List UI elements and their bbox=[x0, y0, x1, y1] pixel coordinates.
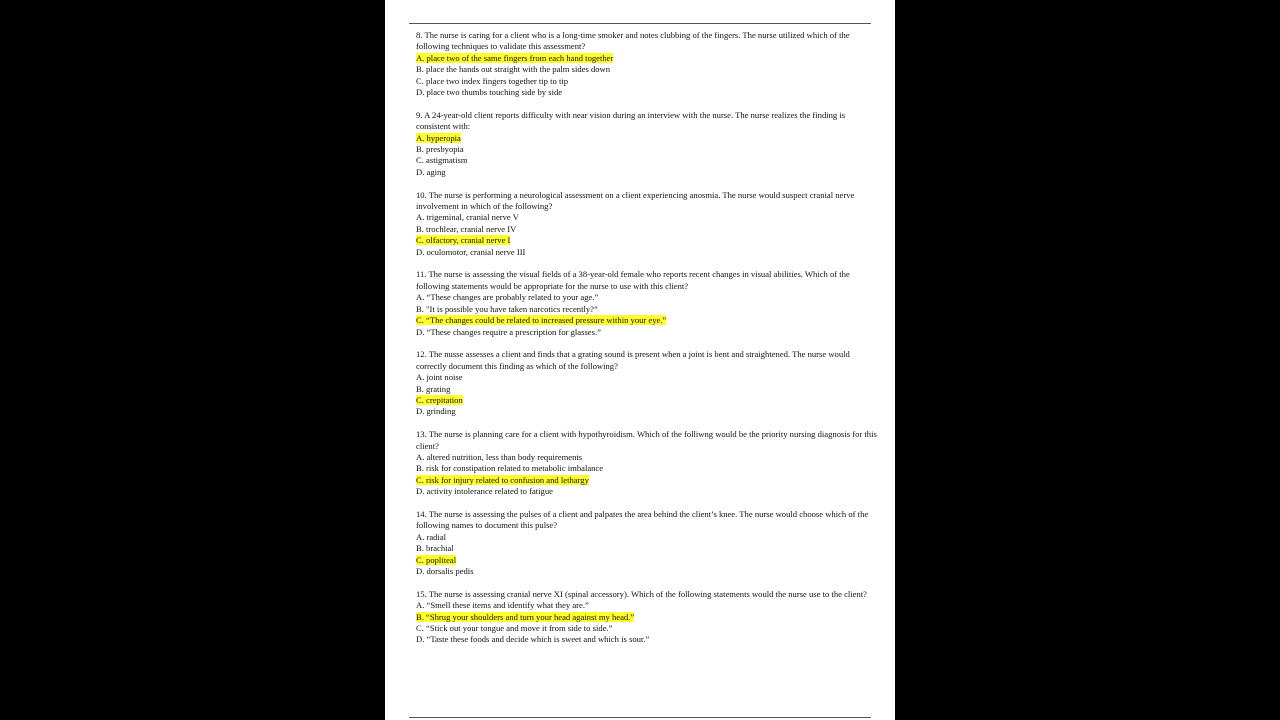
answer-option bbox=[416, 372, 880, 383]
answer-option bbox=[416, 87, 880, 98]
highlighted-answer: A. hyperopia bbox=[416, 132, 461, 143]
answer-option bbox=[416, 167, 880, 178]
option-text: D. place two thumbs touching side by side bbox=[416, 87, 563, 98]
highlighted-answer: C. “The changes could be related to increased pressure within your eye.” bbox=[416, 315, 667, 326]
highlighted-answer: B. “Shrug your shoulders and turn your head against my head.” bbox=[416, 611, 635, 622]
question-number: 9. bbox=[416, 109, 423, 120]
question-list bbox=[416, 30, 880, 657]
answer-option bbox=[416, 600, 880, 611]
question-14 bbox=[416, 509, 880, 577]
answer-option bbox=[416, 555, 880, 566]
question-10 bbox=[416, 190, 880, 258]
option-text: B. grating bbox=[416, 383, 451, 394]
option-text: C. astigmatism bbox=[416, 155, 468, 166]
highlighted-answer: C. risk for injury related to confusion and lethargy bbox=[416, 474, 589, 485]
question-number: 13. bbox=[416, 429, 427, 440]
answer-option bbox=[416, 224, 880, 235]
question-number: 12. bbox=[416, 349, 427, 360]
answer-option bbox=[416, 452, 880, 463]
option-text: C. “Stick out your tongue and move it from side to side.” bbox=[416, 623, 613, 634]
answer-option bbox=[416, 292, 880, 303]
answer-option bbox=[416, 212, 880, 223]
top-rule bbox=[409, 23, 871, 24]
option-text: C. place two index fingers together tip to tip bbox=[416, 75, 569, 86]
option-text: D. oculomotor, cranial nerve III bbox=[416, 246, 526, 257]
question-stem bbox=[416, 429, 880, 452]
answer-option bbox=[416, 623, 880, 634]
option-text: A. trigeminal, cranial nerve V bbox=[416, 212, 519, 223]
answer-option bbox=[416, 133, 880, 144]
answer-option bbox=[416, 53, 880, 64]
bottom-rule bbox=[409, 717, 871, 718]
option-text: A. altered nutrition, less than body requirements bbox=[416, 451, 583, 462]
answer-option bbox=[416, 486, 880, 497]
answer-option bbox=[416, 532, 880, 543]
question-12 bbox=[416, 349, 880, 417]
answer-option bbox=[416, 235, 880, 246]
question-stem bbox=[416, 110, 880, 133]
option-text: B. brachial bbox=[416, 543, 454, 554]
answer-option bbox=[416, 395, 880, 406]
document-page bbox=[385, 0, 895, 720]
question-number: 14. bbox=[416, 508, 427, 519]
answer-option bbox=[416, 566, 880, 577]
question-text: The nurse is planning care for a client with hypothyroidism. Which of the folliwng would be the priority nursing diagnosis for this client? bbox=[416, 429, 877, 451]
answer-option bbox=[416, 76, 880, 87]
answer-option bbox=[416, 247, 880, 258]
option-text: D. activity intolerance related to fatigue bbox=[416, 486, 553, 497]
question-number: 11. bbox=[416, 269, 427, 280]
question-13 bbox=[416, 429, 880, 497]
answer-option bbox=[416, 634, 880, 645]
option-text: B. place the hands out straight with the palm sides down bbox=[416, 64, 611, 75]
answer-option bbox=[416, 384, 880, 395]
question-stem bbox=[416, 30, 880, 53]
highlighted-answer: C. popliteal bbox=[416, 554, 457, 565]
answer-option bbox=[416, 64, 880, 75]
question-text: The nurse is performing a neurological assessment on a client experiencing anosmia. The nurse would suspect cranial nerve involvement in which of the following? bbox=[416, 189, 855, 212]
question-15 bbox=[416, 589, 880, 646]
answer-option bbox=[416, 463, 880, 474]
answer-option bbox=[416, 304, 880, 315]
highlighted-answer: C. olfactory, cranial nerve I bbox=[416, 235, 511, 246]
option-text: B. risk for constipation related to metabolic imbalance bbox=[416, 463, 604, 474]
answer-option bbox=[416, 315, 880, 326]
option-text: A. joint noise bbox=[416, 372, 463, 383]
question-text: The nurse is assessing the visual fields of a 38-year-old female who reports recent changes in visual abilities. Which of the following statements would be appropriate for the nurse to use with this client? bbox=[416, 269, 850, 291]
question-text: The nusse assesses a client and finds that a grating sound is present when a joint is bent and straightened. The nurse would correctly document this finding as which of the following? bbox=[416, 349, 850, 371]
question-text: The nurse is caring for a client who is a long-time smoker and notes clubbing of the fingers. The nurse utilized which of the following techniques to validate this assessment? bbox=[416, 30, 850, 52]
answer-option bbox=[416, 543, 880, 554]
question-9 bbox=[416, 110, 880, 178]
answer-option bbox=[416, 475, 880, 486]
answer-option bbox=[416, 155, 880, 166]
question-stem bbox=[416, 349, 880, 372]
question-text: A 24-year-old client reports difficulty with near vision during an interview with the nurse. The nurse realizes the finding is consistent with: bbox=[416, 109, 846, 132]
highlighted-answer: C. crepitation bbox=[416, 394, 463, 405]
question-stem bbox=[416, 509, 880, 532]
question-number: 10. bbox=[416, 189, 427, 200]
option-text: B. trochlear, cranial nerve IV bbox=[416, 223, 517, 234]
question-11 bbox=[416, 269, 880, 337]
option-text: D. aging bbox=[416, 166, 446, 177]
option-text: A. “These changes are probably related to your age.” bbox=[416, 292, 599, 303]
question-8 bbox=[416, 30, 880, 98]
option-text: D. “These changes require a prescription for glasses.” bbox=[416, 326, 601, 337]
answer-option bbox=[416, 406, 880, 417]
option-text: D. grinding bbox=[416, 406, 456, 417]
option-text: D. “Taste these foods and decide which is sweet and which is sour.” bbox=[416, 634, 650, 645]
option-text: A. radial bbox=[416, 531, 447, 542]
question-stem bbox=[416, 269, 880, 292]
option-text: D. dorsalis pedis bbox=[416, 566, 474, 576]
highlighted-answer: A. place two of the same fingers from each hand together bbox=[416, 52, 614, 63]
question-stem bbox=[416, 190, 880, 213]
option-text: A. “Smell these items and identify what they are.” bbox=[416, 600, 589, 611]
question-number: 8. bbox=[416, 30, 423, 40]
question-text: The nurse is assessing the pulses of a client and palpates the area behind the client’s knee. The nurse would choose which of the following names to document this pulse? bbox=[416, 508, 869, 531]
question-number: 15. bbox=[416, 588, 427, 599]
answer-option bbox=[416, 144, 880, 155]
option-text: B. presbyopia bbox=[416, 144, 464, 155]
question-text: The nurse is assessing cranial nerve XI (spinal accessory). Which of the following statements would the nurse use to the client? bbox=[428, 588, 867, 599]
question-stem bbox=[416, 589, 880, 600]
answer-option bbox=[416, 612, 880, 623]
option-text: B. "It is possible you have taken narcotics recently?” bbox=[416, 303, 598, 314]
answer-option bbox=[416, 327, 880, 338]
